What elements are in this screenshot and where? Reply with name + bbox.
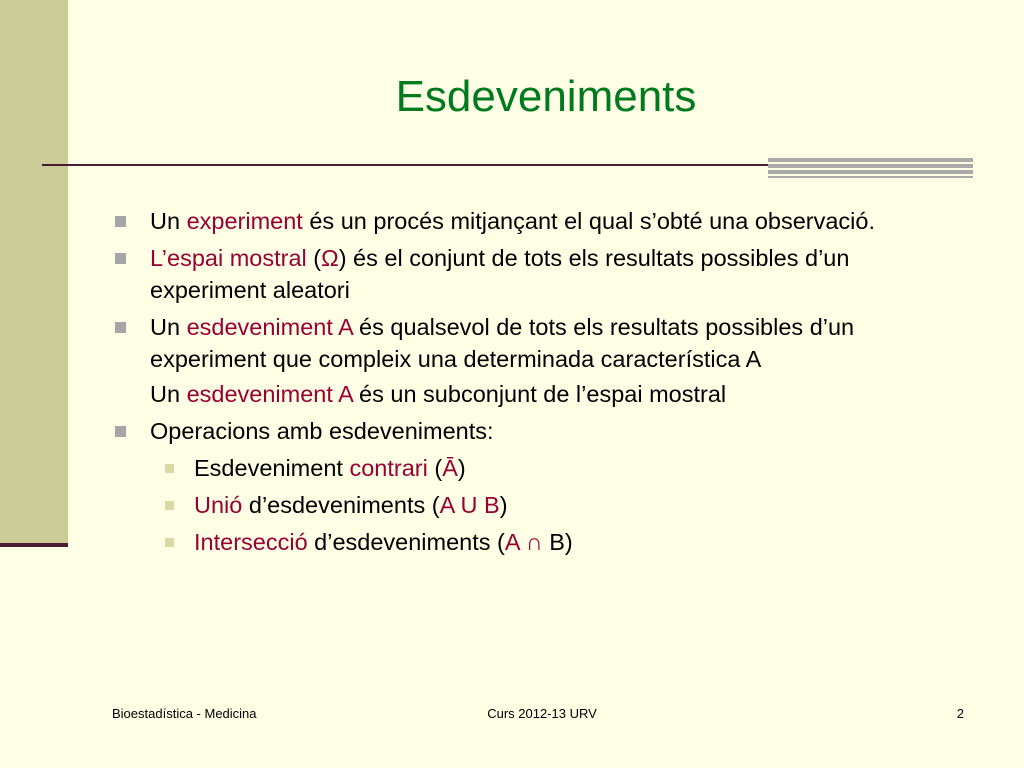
bullet-text: Un: [150, 208, 187, 234]
bullet-item-operacions: [112, 415, 972, 447]
subbullet-item-unio: [112, 489, 972, 521]
term-a-u-b: A U B: [439, 492, 500, 518]
bullet-text: B): [542, 529, 573, 555]
bullet-text: és qualsevol de tots els resultats possibles d’un experiment que compleix una determinada característica A: [150, 314, 855, 372]
square-subbullet-icon: [165, 538, 174, 547]
bullet-text: ): [499, 492, 508, 518]
term-a-bar: Ā: [442, 455, 458, 481]
bullet-continuation-subconjunt: [112, 378, 972, 410]
slide-title: Esdeveniments: [395, 72, 697, 121]
bullet-text: Un: [150, 381, 187, 407]
bullet-text: d’esdeveniments (: [242, 492, 440, 518]
bullet-text: Esdeveniment: [194, 455, 350, 481]
bullet-text: ) és el conjunt de tots els resultats possibles d’un experiment aleatori: [150, 245, 850, 303]
side-decoration-line: [0, 543, 68, 547]
bullet-text: ): [457, 455, 466, 481]
term-a-intersection: A ∩: [504, 529, 543, 555]
square-bullet-icon: [115, 253, 126, 264]
term-interseccio: Intersecció: [194, 529, 308, 555]
subbullet-item-contrari: [112, 452, 972, 484]
term-espai-mostral: L’espai mostral: [150, 245, 307, 271]
footer-course-year: Curs 2012-13 URV: [487, 706, 597, 721]
bullet-item-experiment: [112, 205, 972, 237]
square-subbullet-icon: [165, 464, 174, 473]
bullet-text: Operacions amb esdeveniments:: [150, 418, 494, 444]
term-experiment: experiment: [186, 208, 303, 234]
bullet-item-espai-mostral: [112, 242, 972, 306]
bullet-text: (: [427, 455, 443, 481]
term-contrari: contrari: [349, 455, 428, 481]
slide-content: [112, 205, 972, 563]
term-esdeveniment: esdeveniment A: [186, 314, 353, 340]
subbullet-item-interseccio: [112, 526, 972, 558]
side-decoration-bar: [0, 0, 68, 545]
square-bullet-icon: [115, 322, 126, 333]
bullet-text: Un: [150, 314, 187, 340]
bullet-text: és un subconjunt de l’espai mostral: [352, 381, 727, 407]
square-bullet-icon: [115, 216, 126, 227]
term-esdeveniment: esdeveniment A: [186, 381, 353, 407]
bullet-item-esdeveniment: [112, 311, 972, 375]
square-subbullet-icon: [165, 501, 174, 510]
bullet-text: d’esdeveniments (: [307, 529, 505, 555]
footer-course-name: Bioestadística - Medicina: [112, 706, 257, 721]
term-omega: Ω: [321, 245, 339, 271]
footer-page-number: 2: [956, 706, 964, 721]
square-bullet-icon: [115, 426, 126, 437]
title-accent-bars: [768, 158, 973, 178]
term-unio: Unió: [194, 492, 243, 518]
bullet-text: és un procés mitjançant el qual s’obté una observació.: [302, 208, 875, 234]
bullet-text: (: [306, 245, 322, 271]
